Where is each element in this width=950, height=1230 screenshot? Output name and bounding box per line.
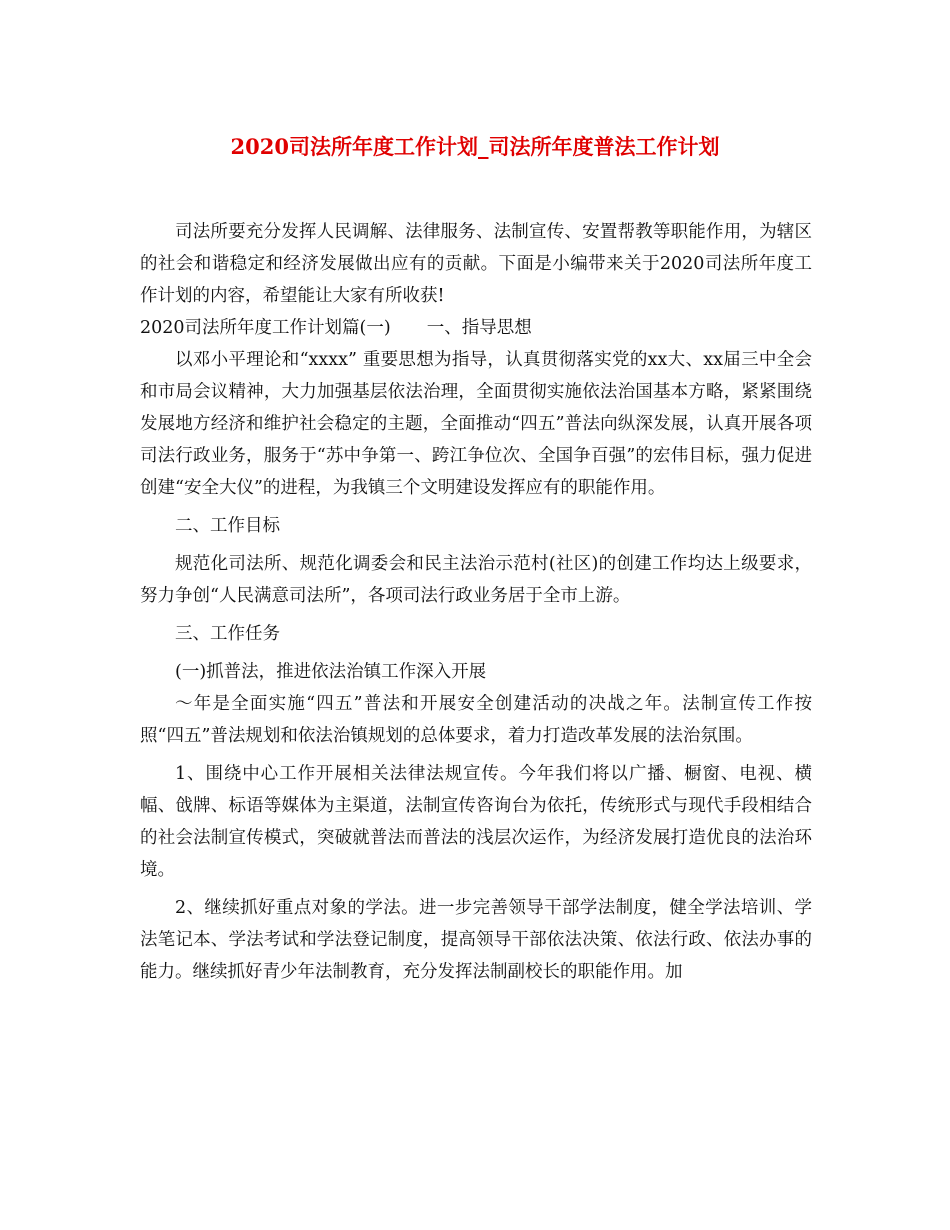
document-body (140, 216, 812, 988)
item2-paragraph: 2、继续抓好重点对象的学法。进一步完善领导干部学法制度，健全学法培训、学法笔记本、学法考试和学法登记制度，提高领导干部依法决策、依法行政、依法办事的能力。继续抓好青少年法制教育，充分发挥法制副校长的职能作用。加 (140, 898, 812, 982)
section2-heading: 二、工作目标 (175, 516, 280, 536)
section3-heading: 三、工作任务 (175, 624, 280, 644)
section1-heading: 一、指导思想 (426, 318, 532, 338)
item1-paragraph: 1、围绕中心工作开展相关法律法规宣传。今年我们将以广播、橱窗、电视、横幅、戗牌、标语等媒体为主渠道，法制宣传咨询台为依托，传统形式与现代手段相结合的社会法制宣传模式，突破就普法而普法的浅层次运作，为经济发展打造优良的法治环境。 (140, 764, 812, 880)
part-heading: 2020司法所年度工作计划篇(一) (140, 318, 391, 338)
part-heading-line (140, 312, 812, 344)
intro-paragraph: 司法所要充分发挥人民调解、法律服务、法制宣传、安置帮教等职能作用，为辖区的社会和谐稳定和经济发展做出应有的贡献。下面是小编带来关于2020司法所年度工作计划的内容，希望能让大家有所收获! (140, 222, 812, 306)
subsection1-paragraph: ～年是全面实施“四五”普法和开展安全创建活动的决战之年。法制宣传工作按照“四五”普法规划和依法治镇规划的总体要求，着力打造改革发展的法治氛围。 (140, 694, 812, 746)
document-title: 2020司法所年度工作计划_司法所年度普法工作计划 (230, 134, 720, 159)
section1-paragraph: 以邓小平理论和“xxxx” 重要思想为指导，认真贯彻落实党的xx大、xx届三中全会和市局会议精神，大力加强基层依法治理，全面贯彻实施依法治国基本方略，紧紧围绕发展地方经济和维护社会稳定的主题，全面推动“四五”普法向纵深发展，认真开展各项司法行政业务，服务于“苏中争第一、跨江争位次、全国争百强”的宏伟目标，强力促进创建“安全大仪”的进程，为我镇三个文明建设发挥应有的职能作用。 (140, 350, 812, 498)
section2-paragraph: 规范化司法所、规范化调委会和民主法治示范村(社区)的创建工作均达上级要求，努力争创“人民满意司法所”，各项司法行政业务居于全市上游。 (140, 554, 812, 606)
subsection1-heading: (一)抓普法，推进依法治镇工作深入开展 (175, 662, 487, 682)
